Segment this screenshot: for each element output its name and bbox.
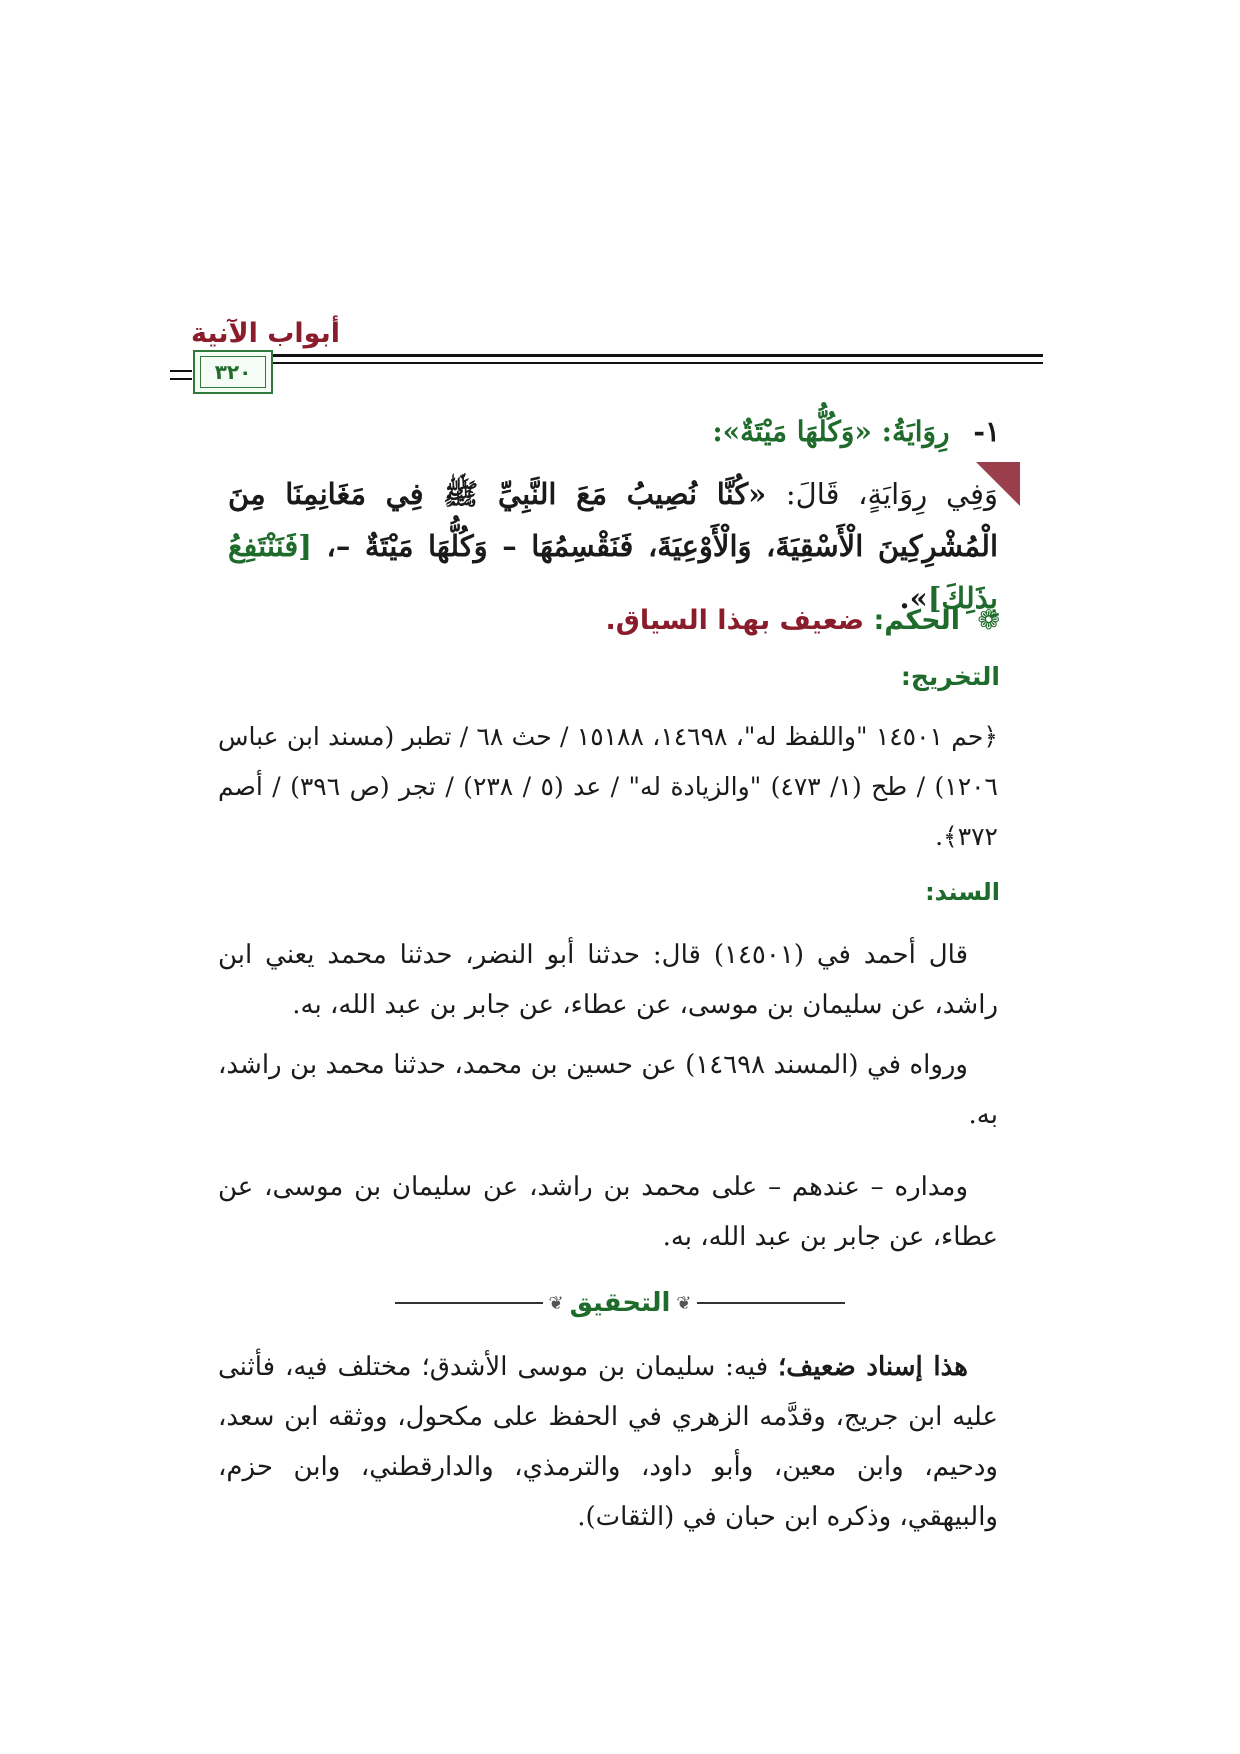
header-rule-bottom [193, 362, 1043, 364]
hadith-addition: [فَنَنْتَفِعُ بِذَلِكَ] [228, 529, 998, 615]
hadith-text [228, 468, 998, 624]
ruling-label: الحكم: [873, 605, 960, 636]
tahqiq-heading: التحقيق [569, 1288, 671, 1318]
sanad-paragraph-3: ومداره – عندهم – على محمد بن راشد، عن سليمان بن موسى، عن عطاء، عن جابر بن عبد الله، به. [218, 1172, 998, 1252]
ornament-icon: ❦ [676, 1292, 692, 1314]
header-rule-left-stub [170, 370, 192, 372]
page-number: ٣٢٠ [200, 356, 266, 388]
sanad-paragraph-2: ورواه في (المسند ١٤٦٩٨) عن حسين بن محمد، حدثنا محمد بن راشد، به. [218, 1050, 998, 1130]
ruling-value: ضعيف بهذا السياق. [605, 605, 865, 636]
sanad-heading: السند: [925, 878, 1000, 906]
section-number: ١- [973, 415, 1000, 448]
section-title: رِوَايَةُ: «وَكُلُّهَا مَيْتَةٌ»: [712, 415, 950, 448]
page-number-box [193, 350, 273, 394]
header-rule-top [193, 354, 1043, 357]
tahqiq-text: فيه: سليمان بن موسى الأشدق؛ مختلف فيه، فأثنى عليه ابن جريج، وقدَّمه الزهري في الحفظ على مكحول، ووثقه ابن سعد، ودحيم، وابن معين، وأبو داود، والترمذي، والدارقطني، وابن حزم، والبيهقي، وذكره ابن حبان في (الثقات). [218, 1352, 998, 1532]
hadith-end: ». [899, 581, 928, 615]
divider-line-left [395, 1302, 543, 1304]
sanad-paragraph-1: قال أحمد في (١٤٥٠١) قال: حدثنا أبو النضر، حدثنا محمد يعني ابن راشد، عن سليمان بن موسى، عن عطاء، عن جابر بن عبد الله، به. [218, 940, 998, 1020]
ornament-icon: ❦ [548, 1292, 564, 1314]
running-header-title: أبواب الآنية [190, 318, 340, 349]
hadith-body: «كُنَّا نُصِيبُ مَعَ النَّبِيِّ ﷺ فِي مَغَانِمِنَا مِنَ الْمُشْرِكِينَ الْأَسْقِيَةَ، وَالْأَوْعِيَةَ، فَنَقْسِمُهَا – وَكُلُّهَا مَيْتَةٌ –، [228, 477, 998, 563]
divider-line-right [697, 1302, 845, 1304]
header-rule-left-stub-2 [170, 378, 192, 380]
takhrij-text: ﴿حم ١٤٥٠١ "واللفظ له"، ١٤٦٩٨، ١٥١٨٨ / حث ٦٨ / تطبر (مسند ابن عباس ١٢٠٦) / طح (١/ ٤٧٣) "والزيادة له" / عد (٥ / ٢٣٨) / تجر (ص ٣٩٦) / أصم ٣٧٢﴾. [218, 722, 999, 851]
ruling-line [400, 605, 1000, 636]
section-heading [500, 415, 1000, 448]
takhrij-heading: التخريج: [900, 662, 1000, 691]
tahqiq-divider [395, 1285, 845, 1321]
flower-icon: ❁ [977, 605, 1000, 636]
hadith-intro: وَفِي رِوَايَةٍ، قَالَ: [785, 477, 998, 511]
tahqiq-lead: هذا إسناد ضعيف؛ [778, 1352, 968, 1382]
tahqiq-paragraph [218, 1342, 998, 1542]
